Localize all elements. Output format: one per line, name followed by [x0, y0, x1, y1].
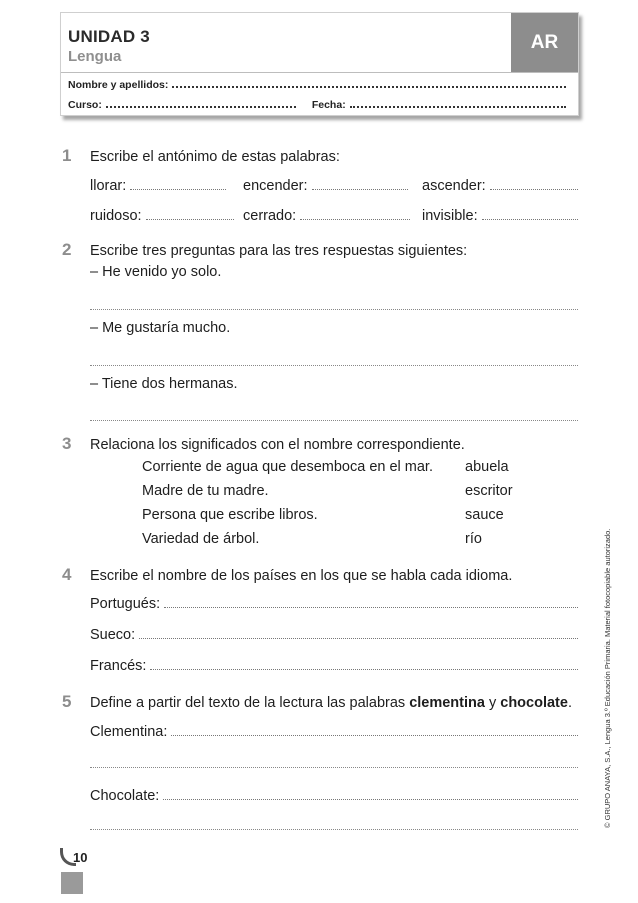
header-box [60, 12, 579, 116]
answer-field[interactable] [163, 790, 578, 800]
name-row [68, 79, 570, 91]
exercise-prompt: Escribe el antónimo de estas palabras: [90, 149, 340, 165]
level-badge: AR [511, 13, 578, 72]
antonym-item [422, 208, 578, 224]
exercise-4-heading [62, 565, 512, 585]
name-item: abuela [465, 459, 509, 475]
meaning-item: Corriente de agua que desemboca en el mar. [142, 459, 433, 475]
unit-title: UNIDAD 3 [68, 27, 150, 46]
definition-row [90, 724, 578, 740]
keyword-chocolate: chocolate [500, 695, 568, 711]
name-field[interactable] [172, 79, 566, 88]
gray-tab-mark [61, 872, 83, 894]
exercise-prompt: Relaciona los significados con el nombre correspondiente. [90, 437, 465, 453]
exercise-number: 3 [62, 434, 72, 453]
course-label: Curso: [68, 99, 102, 111]
header-divider [61, 72, 578, 73]
meaning-item: Madre de tu madre. [142, 483, 269, 499]
language-row [90, 658, 578, 674]
word-label: invisible: [422, 208, 478, 224]
write-line[interactable] [90, 767, 578, 768]
definition-label: Clementina: [90, 724, 168, 740]
answer-field[interactable] [482, 210, 578, 220]
page-number: 10 [73, 850, 88, 865]
prompt-connector: y [488, 695, 497, 711]
answer-field[interactable] [171, 726, 578, 736]
meaning-item: Persona que escribe libros. [142, 507, 318, 523]
language-label: Francés: [90, 658, 147, 674]
antonym-item [422, 178, 578, 194]
antonym-item [243, 208, 410, 224]
name-label: Nombre y apellidos: [68, 79, 169, 91]
language-row [90, 627, 578, 643]
date-field[interactable] [350, 99, 566, 108]
definition-label: Chocolate: [90, 788, 160, 804]
keyword-clementina: clementina [409, 695, 485, 711]
word-label: encender: [243, 178, 308, 194]
write-line[interactable] [90, 309, 578, 310]
answer-field[interactable] [312, 180, 408, 190]
exercise-prompt: Escribe tres preguntas para las tres respuestas siguientes: [90, 243, 468, 259]
word-label: cerrado: [243, 208, 297, 224]
prompt-text: Define a partir del texto de la lectura las palabras [90, 695, 406, 711]
exercise-number: 5 [62, 692, 72, 711]
exercise-3-heading [62, 434, 465, 454]
exercise-5-heading [62, 692, 572, 712]
exercise-prompt: Escribe el nombre de los países en los que se habla cada idioma. [90, 568, 513, 584]
word-label: ascender: [422, 178, 486, 194]
language-label: Portugués: [90, 596, 161, 612]
exercise-number: 2 [62, 240, 72, 259]
exercise-number: 4 [62, 565, 72, 584]
word-label: ruidoso: [90, 208, 142, 224]
name-item: río [465, 531, 482, 547]
antonym-item [90, 178, 226, 194]
date-label: Fecha: [311, 99, 346, 111]
antonym-item [90, 208, 234, 224]
word-label: llorar: [90, 178, 127, 194]
meaning-item: Variedad de árbol. [142, 531, 260, 547]
subject-title: Lengua [68, 48, 122, 65]
answer-field[interactable] [150, 660, 578, 670]
exercise-2-heading [62, 240, 467, 260]
write-line[interactable] [90, 365, 578, 366]
definition-row [90, 788, 578, 804]
exercise-prompt [90, 695, 572, 711]
given-answer: – He venido yo solo. [90, 264, 222, 280]
answer-field[interactable] [300, 210, 410, 220]
given-answer: – Tiene dos hermanas. [90, 376, 238, 392]
language-label: Sueco: [90, 627, 136, 643]
answer-field[interactable] [164, 598, 578, 608]
given-answer: – Me gustaría mucho. [90, 320, 231, 336]
copyright-note: © GRUPO ANAYA, S.A., Lengua 3.º Educación Primaria. Material fotocopiable autorizado. [603, 528, 612, 828]
antonym-item [243, 178, 408, 194]
name-item: escritor [465, 483, 513, 499]
answer-field[interactable] [490, 180, 578, 190]
name-item: sauce [465, 507, 504, 523]
course-field[interactable] [106, 99, 296, 108]
language-row [90, 596, 578, 612]
exercise-1-heading [62, 146, 340, 166]
write-line[interactable] [90, 829, 578, 830]
prompt-period: . [567, 695, 572, 711]
course-date-row [68, 99, 570, 111]
answer-field[interactable] [130, 180, 226, 190]
answer-field[interactable] [146, 210, 234, 220]
write-line[interactable] [90, 420, 578, 421]
exercise-number: 1 [62, 146, 72, 165]
answer-field[interactable] [139, 629, 578, 639]
